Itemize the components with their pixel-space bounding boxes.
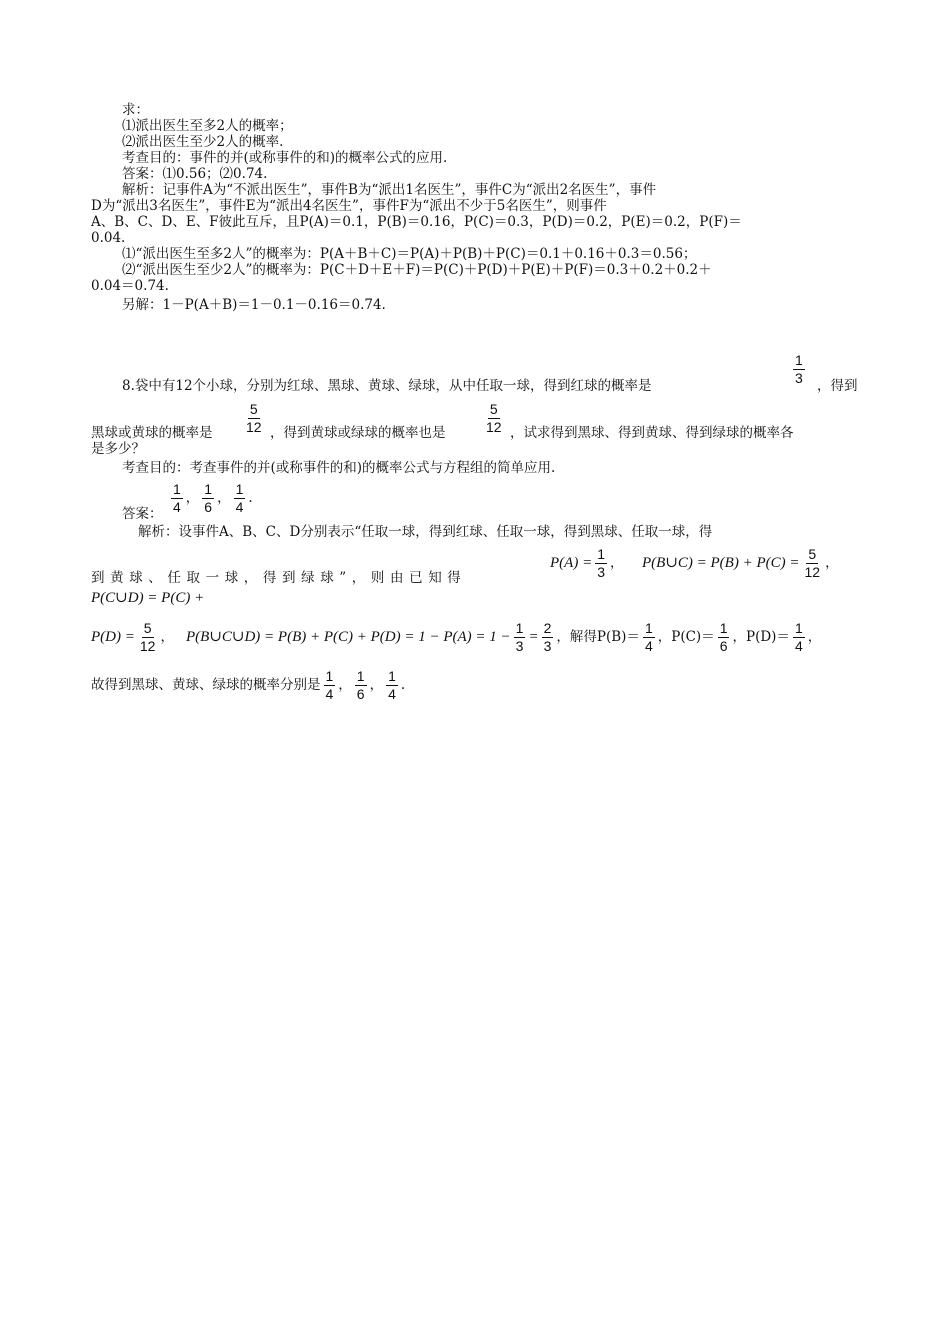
numerator: 1: [235, 481, 244, 497]
q8-solution-line-2: 到黄球、任取一球，得到绿球”，则由已知得: [91, 570, 467, 586]
comma: ，: [825, 555, 839, 571]
denominator: 4: [325, 686, 334, 702]
period: .: [400, 677, 406, 693]
numerator: 5: [489, 401, 498, 417]
equation-pd: [91, 620, 174, 655]
numerator: 1: [719, 620, 728, 636]
pc-text: ，P(C)＝: [657, 629, 715, 645]
pa-lhs: P(A) =: [550, 555, 593, 571]
denominator: 4: [644, 638, 653, 654]
q8-text-2b: ，得到黄球或绿球的概率也是: [270, 425, 446, 441]
denominator: 3: [515, 638, 524, 654]
final-text: 故得到黑球、黄球、绿球的概率分别是: [91, 677, 321, 693]
equation-pbc: [642, 546, 839, 581]
pd-text: ，P(D)＝: [732, 629, 790, 645]
fraction-one-third: [790, 352, 808, 387]
alternative-solution: 另解：1－P(A＋B)＝1－0.1－0.16＝0.74.: [122, 297, 386, 313]
question-part-2: ⑵派出医生至少2人的概率.: [122, 134, 284, 150]
q8-exam-aim: 考查目的：考查事件的并(或称事件的和)的概率公式与方程组的简单应用.: [122, 460, 556, 476]
denominator: 12: [139, 638, 156, 654]
numerator: 5: [143, 620, 152, 636]
separator: ，: [217, 490, 231, 506]
comma: ，: [160, 629, 174, 645]
pbcd-lhs: P(B∪C∪D) = P(B) + P(C) + P(D) = 1 − P(A) = 1 −: [186, 629, 511, 645]
numerator: 1: [204, 481, 213, 497]
denominator: 4: [388, 686, 396, 702]
answer-fractions: [168, 481, 253, 516]
q8-text-3: 是多少？: [91, 441, 145, 457]
numerator: 1: [644, 620, 653, 636]
numerator: 5: [249, 401, 258, 417]
numerator: 1: [388, 668, 396, 684]
numerator: 1: [597, 546, 605, 562]
denominator: 3: [543, 638, 552, 654]
pd-lhs: P(D) =: [91, 629, 135, 645]
part-1-solution: ⑴“派出医生至多2人”的概率为：P(A＋B＋C)＝P(A)＋P(B)＋P(C)＝0.1＋0.16＋0.3＝0.56；: [122, 246, 697, 262]
numerator: 1: [325, 668, 334, 684]
denominator: 3: [795, 370, 803, 386]
numerator: 1: [794, 620, 803, 636]
denominator: 3: [597, 564, 605, 580]
exam-aim: 考查目的：事件的并(或称事件的和)的概率公式的应用.: [122, 150, 448, 166]
fraction-five-twelfths: [241, 401, 267, 436]
denominator: 4: [235, 499, 244, 515]
numerator: 1: [515, 620, 524, 636]
denominator: 4: [173, 499, 181, 515]
equation-pa: [550, 546, 623, 581]
denominator: 6: [356, 686, 365, 702]
numerator: 1: [173, 481, 181, 497]
separator: ，: [185, 490, 200, 506]
pbc-lhs: P(B∪C) = P(B) + P(C) =: [642, 555, 800, 571]
solve-text: ，解得P(B)＝: [556, 629, 640, 645]
separator: ，: [338, 677, 352, 693]
denominator: 4: [794, 638, 803, 654]
solution-line-3: A、B、C、D、E、F彼此互斥，且P(A)＝0.1，P(B)＝0.16，P(C)＝0.3，P(D)＝0.2，P(E)＝0.2，P(F)＝: [91, 214, 742, 230]
equation-pcd: [91, 588, 204, 607]
denominator: 12: [486, 419, 502, 435]
pcd-lhs: P(C∪D) = P(C) +: [91, 590, 205, 606]
equals: =: [528, 629, 539, 645]
numerator: 2: [543, 620, 552, 636]
comma: ，: [807, 629, 822, 645]
text-qiu: 求：: [122, 102, 149, 118]
answer: 答案：⑴0.56；⑵0.74.: [122, 166, 268, 182]
q8-answer-label: 答案：: [122, 506, 163, 522]
final-answer: [91, 668, 405, 703]
denominator: 6: [204, 499, 213, 515]
equation-pbcd: [186, 620, 821, 655]
q8-text-1-end: ，得到: [817, 378, 858, 394]
fraction-five-twelfths-2: [481, 401, 507, 436]
numerator: 1: [795, 352, 803, 368]
numerator: 1: [356, 668, 365, 684]
numerator: 5: [808, 546, 817, 562]
q8-text-2a: 黑球或黄球的概率是: [91, 425, 213, 441]
solution-line-4: 0.04.: [91, 230, 126, 246]
denominator: 6: [719, 638, 728, 654]
comma: ，: [609, 555, 624, 571]
q8-line-1: [122, 378, 652, 394]
solution-line-2: D为“派出3名医生”，事件E为“派出4名医生”，事件F为“派出不少于5名医生”，则事件: [91, 198, 607, 214]
q8-text-2c: ，试求得到黑球、得到黄球、得到绿球的概率各: [510, 425, 794, 441]
q8-text-1: 8.袋中有12个小球，分别为红球、黑球、黄球、绿球，从中任取一球，得到红球的概率是: [122, 378, 652, 394]
denominator: 12: [246, 419, 262, 435]
separator: ，: [369, 677, 384, 693]
denominator: 12: [804, 564, 821, 580]
question-part-1: ⑴派出医生至多2人的概率；: [122, 118, 293, 134]
q8-solution-line-1: 解析：设事件A、B、C、D分别表示“任取一球，得到红球、任取一球，得到黑球、任取一球，得: [138, 524, 713, 540]
part-2-solution-cont: 0.04＝0.74.: [91, 278, 169, 294]
period: .: [248, 490, 253, 506]
part-2-solution: ⑵“派出医生至少2人”的概率为：P(C＋D＋E＋F)＝P(C)＋P(D)＋P(E)＋P(F)＝0.3＋0.2＋0.2＋: [122, 262, 712, 278]
solution-line-1: 解析：记事件A为“不派出医生”，事件B为“派出1名医生”，事件C为“派出2名医生”，事件: [122, 182, 657, 198]
